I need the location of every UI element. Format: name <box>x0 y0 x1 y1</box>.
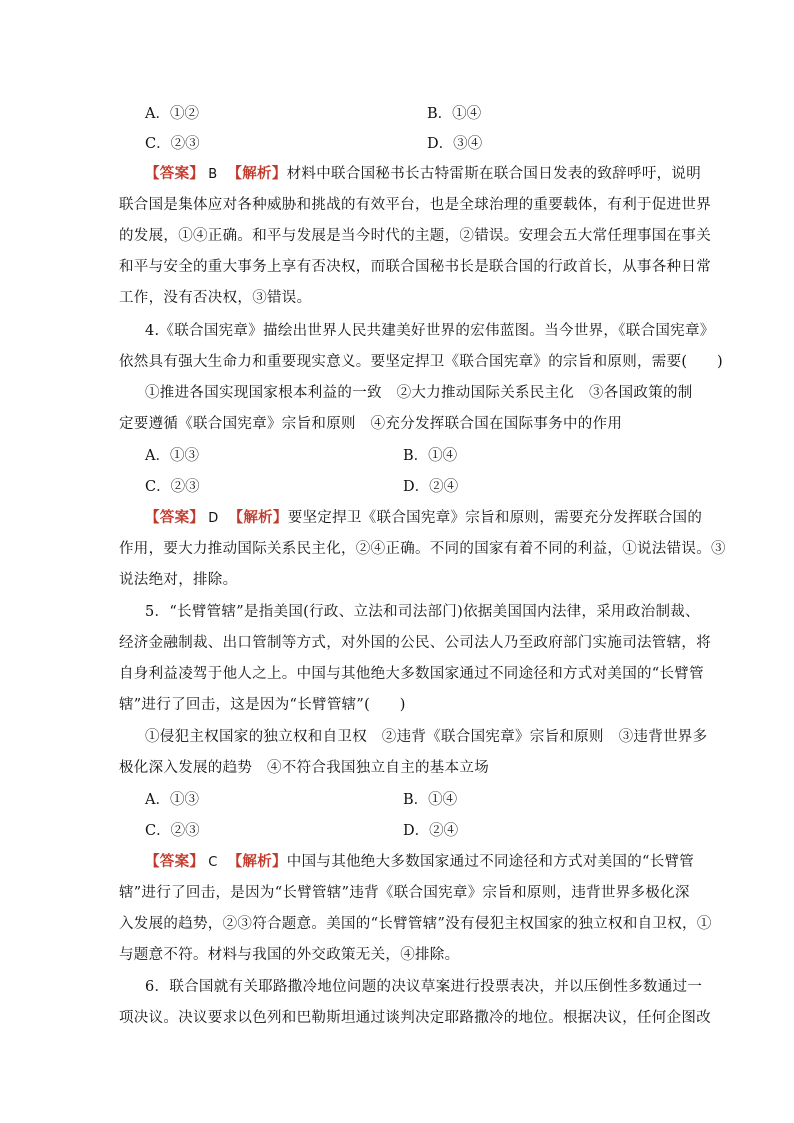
q5-choice-line: ①侵犯主权国家的独立权和自卫权 ②违背《联合国宪章》宗旨和原则 ③违背世界多 <box>145 729 708 745</box>
q4-choice-line: 定要遵循《联合国宪章》宗旨和原则 ④充分发挥联合国在国际事务中的作用 <box>119 416 623 432</box>
q4-choice-line: ①推进各国实现国家根本利益的一致 ②大力推动国际关系民主化 ③各国政策的制 <box>145 385 693 401</box>
q4-analysis-line: 说法绝对，排除。 <box>119 572 238 588</box>
q4-analysis-line: 作用，要大力推动国际关系民主化，②④正确。不同的国家有着不同的利益，①说法错误。③ <box>119 541 726 557</box>
q5-stem-line: 自身利益凌驾于他人之上。中国与其他绝大多数国家通过不同途径和方式对美国的“长臂管 <box>119 666 704 682</box>
q5-analysis-line: 与题意不符。材料与我国的外交政策无关，④排除。 <box>119 947 460 963</box>
answer-tag: 【答案】 <box>145 165 205 182</box>
q5-analysis-line: 辖”进行了回击，是因为“长臂管辖”违背《联合国宪章》宗旨和原则，违背世界多极化深 <box>119 885 690 901</box>
answer-letter: D <box>208 511 219 526</box>
q5-option-b: B．①④ <box>403 792 458 808</box>
q5-option-c: C．②③ <box>145 823 200 839</box>
q4-option-c: C．②③ <box>145 479 200 495</box>
q3-option-b: B．①④ <box>427 106 482 122</box>
q4-option-b: B．①④ <box>403 448 458 464</box>
q6-stem-line: 6．联合国就有关耶路撒冷地位问题的决议草案进行投票表决，并以压倒性多数通过一 <box>145 979 703 995</box>
analysis-text: 要坚定捍卫《联合国宪章》宗旨和原则，需要充分发挥联合国的 <box>287 510 703 526</box>
analysis-text: 中国与其他绝大多数国家通过不同途径和方式对美国的“长臂管 <box>286 854 695 870</box>
q5-analysis-line: 入发展的趋势，②③符合题意。美国的“长臂管辖”没有侵犯主权国家的独立权和自卫权，① <box>119 916 712 932</box>
q5-stem-line: 辖”进行了回击，这是因为“长臂管辖”( ) <box>119 697 406 713</box>
q3-option-d: D．③④ <box>427 136 483 152</box>
q5-stem-line: 5．“长臂管辖”是指美国(行政、立法和司法部门)依据美国国内法律，采用政治制裁、 <box>145 604 700 620</box>
answer-letter: B <box>208 167 218 182</box>
q3-analysis-line: 工作，没有否决权，③错误。 <box>119 290 312 306</box>
q4-stem-line: 依然具有强大生命力和重要现实意义。要坚定捍卫《联合国宪章》的宗旨和原则，需要( ) <box>119 354 723 370</box>
q4-answer-line <box>145 508 702 529</box>
analysis-tag: 【解析】 <box>227 165 287 182</box>
q5-option-d: D．②④ <box>403 823 459 839</box>
analysis-text: 材料中联合国秘书长古特雷斯在联合国日发表的致辞呼吁，说明 <box>286 166 702 182</box>
q3-analysis-line: 的发展，①④正确。和平与发展是当今时代的主题，②错误。安理会五大常任理事国在事关 <box>119 228 711 244</box>
analysis-tag: 【解析】 <box>228 509 288 526</box>
q4-option-d: D．②④ <box>403 479 459 495</box>
q5-stem-line: 经济金融制裁、出口管制等方式，对外国的公民、公司法人乃至政府部门实施司法管辖，将 <box>119 635 711 651</box>
answer-letter: C <box>208 855 218 870</box>
analysis-tag: 【解析】 <box>227 853 287 870</box>
answer-tag: 【答案】 <box>145 853 205 870</box>
q5-answer-line <box>145 852 694 873</box>
q5-choice-line: 极化深入发展的趋势 ④不符合我国独立自主的基本立场 <box>119 760 489 776</box>
q4-option-a: A．①③ <box>145 448 199 464</box>
answer-tag: 【答案】 <box>145 509 205 526</box>
q4-stem-line: 4.《联合国宪章》描绘出世界人民共建美好世界的宏伟蓝图。当今世界，《联合国宪章》 <box>145 323 715 339</box>
q3-answer-line <box>145 164 701 185</box>
q3-analysis-line: 联合国是集体应对各种威胁和挑战的有效平台，也是全球治理的重要载体，有利于促进世界 <box>119 197 711 213</box>
q5-option-a: A．①③ <box>145 792 199 808</box>
q6-stem-line: 项决议。决议要求以色列和巴勒斯坦通过谈判决定耶路撒冷的地位。根据决议，任何企图改 <box>119 1010 711 1026</box>
q3-analysis-line: 和平与安全的重大事务上享有否决权，而联合国秘书长是联合国的行政首长，从事各种日常 <box>119 259 711 275</box>
q3-option-a: A．①② <box>145 106 199 122</box>
q3-option-c: C．②③ <box>145 136 200 152</box>
